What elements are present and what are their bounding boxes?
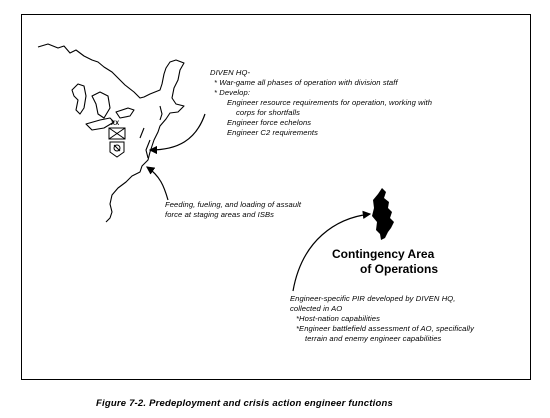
note-line: Engineer C2 requirements (227, 128, 319, 137)
arrow-from-staging (147, 167, 168, 200)
figure-caption: Figure 7-2. Predeployment and crisis action engineer functions (96, 398, 393, 409)
note-line: Engineer resource requirements for operation, working with (227, 98, 433, 107)
note-line: *Host-nation capabilities (296, 314, 380, 323)
echelon-label: XX (111, 121, 120, 127)
note-line: *Engineer battlefield assessment of AO, specifically (296, 324, 474, 333)
contingency-island-icon (372, 188, 394, 240)
note-line: Feeding, fueling, and loading of assault (165, 200, 302, 209)
note-line: terrain and enemy engineer capabilities (305, 334, 442, 343)
division-unit-symbol-icon (109, 128, 125, 139)
note-line: corps for shortfalls (236, 108, 301, 117)
note-line: Engineer-specific PIR developed by DIVEN HQ, (290, 294, 456, 303)
note-line: * Develop: (214, 88, 251, 97)
engineer-symbol-icon (110, 142, 124, 157)
note-header: DIVEN HQ- (210, 68, 251, 77)
title-line: of Operations (360, 262, 439, 276)
note-line: force at staging areas and ISBs (165, 210, 275, 219)
east-coast-map-icon (38, 44, 184, 222)
note-line: * War-game all phases of operation with division staff (214, 78, 398, 87)
note-line: Engineer force echelons (227, 118, 312, 127)
note-line: collected in AO (290, 304, 343, 313)
title-line: Contingency Area (332, 247, 435, 261)
